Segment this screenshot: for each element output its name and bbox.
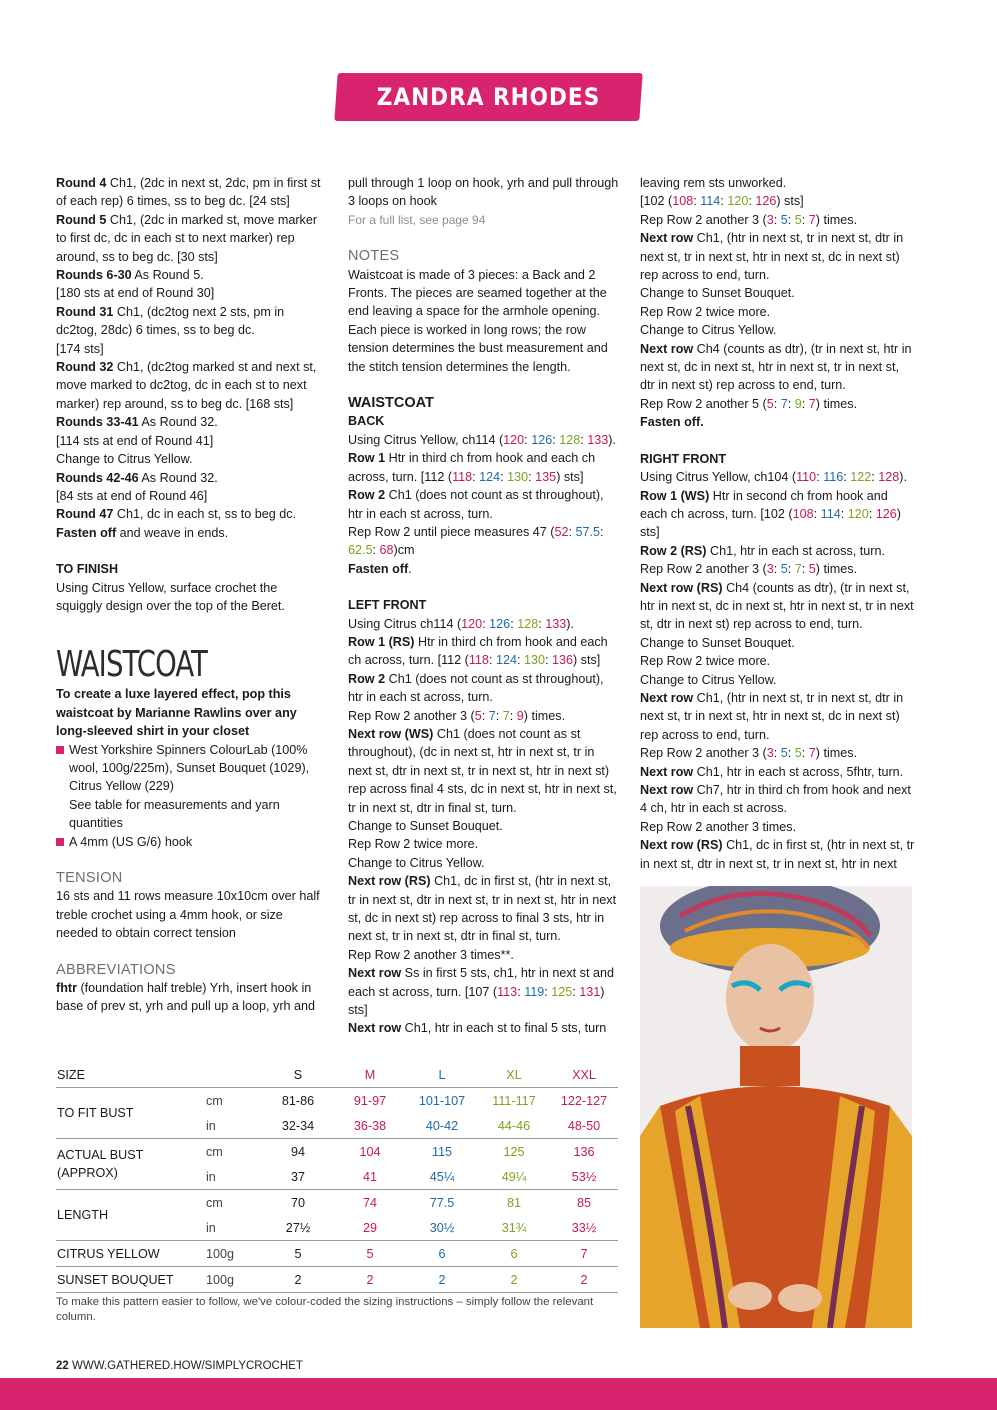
abbreviation-fhtr: fhtr (foundation half treble) Yrh, insert hook in base of prev st, yrh and pull up a loop, yrh and <box>56 981 316 1014</box>
bullet-square-icon <box>56 838 64 846</box>
lf-rep-twice: Rep Row 2 twice more. <box>348 837 479 852</box>
column-1 <box>56 174 322 1016</box>
c3-cont: leaving rem sts unworked. <box>640 176 787 190</box>
size-table <box>56 1062 618 1293</box>
abbreviations-heading: ABBREVIATIONS <box>56 961 176 978</box>
back-row-2: Row 2 Ch1 (does not count as st throughout), htr in each st across, turn. <box>348 488 604 521</box>
lf-row-1: Row 1 (RS) Htr in third ch from hook and each ch across, turn. [112 (118: 124: 130: 136) sts] <box>348 634 608 668</box>
table-row: in 37 41 45¼ 49¼ 53½ <box>56 1164 618 1190</box>
back-rep-until: Rep Row 2 until piece measures 47 (52: 57.5: 62.5: 68)cm <box>348 524 604 558</box>
rounds-42-46: Rounds 42-46 As Round 32. <box>56 470 218 485</box>
back-start: Using Citrus Yellow, ch114 (120: 126: 128: 133). <box>348 432 616 447</box>
rf-next3: Next row Ch1, htr in each st across, 5fhtr, turn. <box>640 764 904 779</box>
round-31: Round 31 Ch1, (dc2tog next 2 sts, pm in dc2tog, 28dc) 6 times, ss to beg dc. <box>56 304 285 338</box>
rounds-6-30: Rounds 6-30 As Round 5. <box>56 268 204 283</box>
lf-rep-another: Rep Row 2 another 3 times**. <box>348 947 514 962</box>
model-photo <box>640 886 912 1328</box>
bottom-bar <box>0 1378 997 1410</box>
c3-rep3: Rep Row 2 another 3 (3: 5: 5: 7) times. <box>640 212 858 227</box>
back-row-1: Row 1 Htr in third ch from hook and each ch across, turn. [112 (118: 124: 130: 135) sts] <box>348 451 596 484</box>
bullet-square-icon <box>56 746 64 754</box>
rf-rep3b: Rep Row 2 another 3 (3: 5: 5: 7) times. <box>640 746 858 761</box>
rf-rep3c: Rep Row 2 another 3 times. <box>640 819 797 834</box>
waistcoat-title: WAISTCOAT <box>56 644 207 686</box>
rf-start: Using Citrus Yellow, ch104 (110: 116: 122: 128). <box>640 470 907 485</box>
bullet-hook: A 4mm (US G/6) hook <box>56 833 322 851</box>
notes-heading: NOTES <box>348 248 400 265</box>
full-list-note: For a full list, see page 94 <box>348 212 486 227</box>
rf-row-1: Row 1 (WS) Htr in second ch from hook and each ch across, turn. [102 (108: 114: 120: 126) sts] <box>640 488 901 540</box>
c3-next1: Next row Ch1, (htr in next st, tr in next st, dtr in next st, tr in next st, htr in next st, dc in next st) rep across to end, turn. <box>640 231 904 283</box>
round-5: Round 5 Ch1, (2dc in marked st, move marker to first dc, dc in each st to next marker) rep around, ss to beg dc. [30 sts] <box>56 212 318 264</box>
to-finish-heading: TO FINISH <box>56 562 119 577</box>
round-47: Round 47 Ch1, dc in each st, ss to beg dc. <box>56 507 297 522</box>
change-citrus: Change to Citrus Yellow. <box>56 452 193 467</box>
c3-next2: Next row Ch4 (counts as dtr), (tr in next st, htr in next st, dc in next st, htr in next st, tr in next st, dtr in next st) rep across to end, turn. <box>640 341 912 393</box>
lf-row-2: Row 2 Ch1 (does not count as st throughout), htr in each st across, turn. <box>348 671 604 705</box>
table-row: TO FIT BUST cm 81-86 91-97 101-107 111-117 122-127 <box>56 1088 618 1114</box>
rf-next2: Next row Ch1, (htr in next st, tr in next st, dtr in next st, tr in next st, htr in next st, dc in next st) rep across to end, turn. <box>640 690 904 742</box>
round-32: Round 32 Ch1, (dc2tog marked st and next st, move marked to dc2tog, dc in each st to next marker) rep around, ss to beg dc. [168 sts] <box>56 360 317 411</box>
c3-fasten: Fasten off. <box>640 415 704 430</box>
lf-next-ws: Next row (WS) Ch1 (does not count as st throughout), (dc in next st, htr in next st, tr in next st, dtr in next st, tr in next st, htr in next st) rep across final 4 sts, dc in next st, htr in next st, tr in next st, dtr in final st, turn. <box>348 726 617 815</box>
waistcoat-heading: WAISTCOAT <box>348 395 434 412</box>
page-footer: 22 WWW.GATHERED.HOW/SIMPLYCROCHET <box>56 1360 303 1372</box>
back-fasten: Fasten off. <box>348 561 412 576</box>
note-180: [180 sts at end of Round 30] <box>56 286 215 301</box>
table-row: in 27½ 29 30½ 31¾ 33½ <box>56 1215 618 1241</box>
lf-next-ss: Next row Ss in first 5 sts, ch1, htr in next st and each st across, turn. [107 (113: 119: 125: 131) sts] <box>348 966 614 1018</box>
table-footnote: To make this pattern easier to follow, we've colour-coded the sizing instructions – simply follow the relevant column. <box>56 1296 594 1323</box>
lf-rep: Rep Row 2 another 3 (5: 7: 7: 9) times. <box>348 708 566 723</box>
c3-change-citrus: Change to Citrus Yellow. <box>640 323 777 338</box>
waistcoat-intro: To create a luxe layered effect, pop this waistcoat by Marianne Rawlins over any long-sleeved shirt in your closet <box>56 687 297 739</box>
rf-change-citrus: Change to Citrus Yellow. <box>640 672 777 687</box>
table-row: CITRUS YELLOW 100g 5 5 6 6 7 <box>56 1241 618 1267</box>
lf-change-sunset: Change to Sunset Bouquet. <box>348 819 503 833</box>
c3-sts102: [102 (108: 114: 120: 126) sts] <box>640 194 804 209</box>
table-row: LENGTH cm 70 74 77.5 81 85 <box>56 1190 618 1216</box>
rf-change-sunset: Change to Sunset Bouquet. <box>640 635 795 650</box>
note-174: [174 sts] <box>56 341 104 356</box>
table-row: SUNSET BOUQUET 100g 2 2 2 2 2 <box>56 1267 618 1293</box>
fasten-off: Fasten off and weave in ends. <box>56 525 229 540</box>
rf-row-2: Row 2 (RS) Ch1, htr in each st across, turn. <box>640 543 885 558</box>
round-4: Round 4 Ch1, (2dc in next st, 2dc, pm in first st of each rep) 6 times, ss to beg dc. [24 sts] <box>56 176 321 209</box>
c3-rep-twice: Rep Row 2 twice more. <box>640 304 771 319</box>
rf-next5: Next row (RS) Ch1, dc in first st, (htr in next st, tr in next st, dtr in next st, tr in next st, htr in next <box>640 838 915 871</box>
rf-rep-twice: Rep Row 2 twice more. <box>640 654 771 669</box>
bullet-yarn: West Yorkshire Spinners ColourLab (100% wool, 100g/225m), Sunset Bouquet (1029), Citrus Yellow (229) <box>56 741 322 796</box>
rounds-33-41: Rounds 33-41 As Round 32. <box>56 415 218 430</box>
lf-next-rs: Next row (RS) Ch1, dc in first st, (htr in next st, tr in next st, dtr in next st, tr in next st, htr in next st, dc in next st) rep across to final 3 sts, htr in next st, tr in next st, dtr in final st, turn. <box>348 874 617 944</box>
left-front-heading: LEFT FRONT <box>348 598 427 613</box>
table-row: ACTUAL BUST (APPROX) cm 94 104 115 125 136 <box>56 1139 618 1165</box>
note-114: [114 sts at end of Round 41] <box>56 433 214 448</box>
rf-next4: Next row Ch7, htr in third ch from hook and next 4 ch, htr in each st across. <box>640 783 911 816</box>
rf-next-rs: Next row (RS) Ch4 (counts as dtr), (tr in next st, htr in next st, dc in next st, htr in next st, tr in next st, dtr in next st) rep across to end, turn. <box>640 580 914 632</box>
notes-text: Waistcoat is made of 3 pieces: a Back and 2 Fronts. The pieces are seamed together at the end leaving a space for the armhole opening. Each piece is worked in long rows; the row tension determines the bust measurement and the stitch tension determines the length. <box>348 267 608 374</box>
right-front-heading: RIGHT FRONT <box>640 451 727 466</box>
tension-text: 16 sts and 11 rows measure 10x10cm over half treble crochet using a 4mm hook, or size needed to obtain correct tension <box>56 889 320 941</box>
c3-change-sunset: Change to Sunset Bouquet. <box>640 286 795 301</box>
c3-rep5: Rep Row 2 another 5 (5: 7: 9: 7) times. <box>640 396 858 411</box>
table-header-row: SIZE S M L XL XXL <box>56 1062 618 1088</box>
to-finish-text: Using Citrus Yellow, surface crochet the squiggly design over the top of the Beret. <box>56 580 285 613</box>
lf-change-citrus: Change to Citrus Yellow. <box>348 855 485 870</box>
column-3 <box>640 174 916 873</box>
lf-start: Using Citrus ch114 (120: 126: 128: 133). <box>348 616 574 631</box>
note-84: [84 sts at end of Round 46] <box>56 488 208 503</box>
abbr-cont: pull through 1 loop on hook, yrh and pull through 3 loops on hook <box>348 176 619 209</box>
lf-next-last: Next row Ch1, htr in each st to final 5 sts, turn <box>348 1021 607 1036</box>
back-heading: BACK <box>348 414 385 429</box>
rf-rep3: Rep Row 2 another 3 (3: 5: 7: 5) times. <box>640 562 858 577</box>
column-2 <box>348 174 620 1038</box>
table-row: in 32-34 36-38 40-42 44-46 48-50 <box>56 1113 618 1139</box>
tension-heading: TENSION <box>56 870 123 886</box>
header-banner: ZANDRA RHODES COLLECTION <box>376 83 601 159</box>
bullet-yarn-note: See table for measurements and yarn quantities <box>69 797 280 831</box>
